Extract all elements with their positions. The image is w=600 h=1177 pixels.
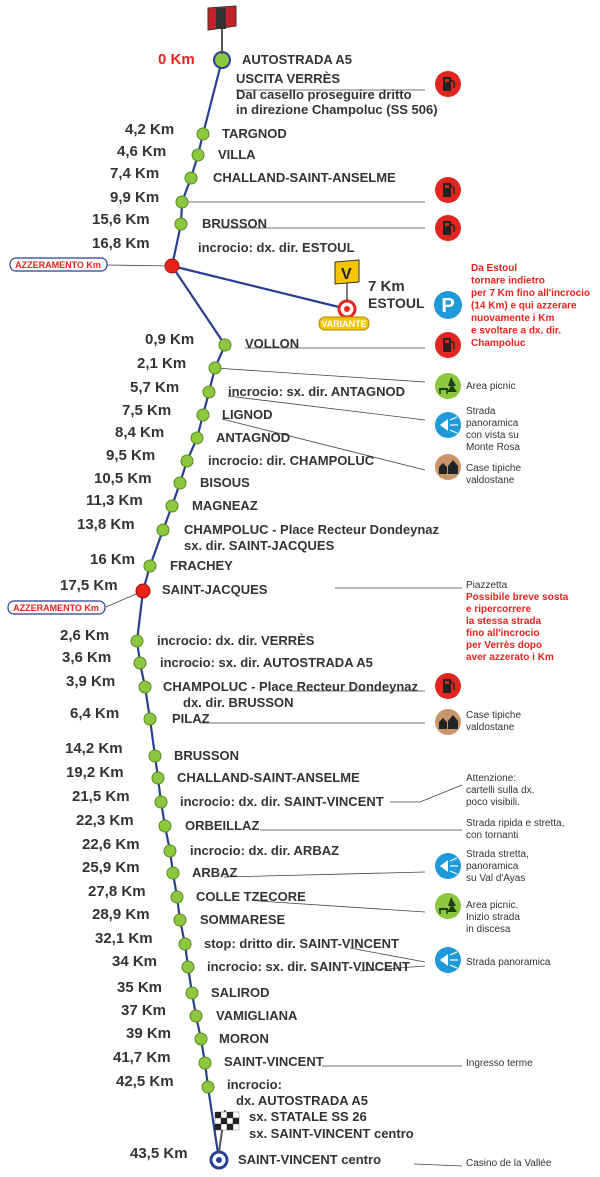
piazzetta-note: Possibile breve sosta — [466, 592, 569, 603]
finish-flag-icon — [215, 1124, 221, 1130]
side-note: cartelli sulla dx. — [466, 785, 535, 796]
finish-flag-icon — [227, 1112, 233, 1118]
km-label: 17,5 Km — [60, 577, 118, 594]
route-stop-marker — [144, 560, 156, 572]
side-note: Strada panoramica — [466, 957, 551, 968]
stop-label: stop: dritto dir. SAINT-VINCENT — [204, 936, 399, 951]
route-stop-marker — [134, 657, 146, 669]
panorama-eye-icon — [435, 853, 461, 879]
km-label: 11,3 Km — [86, 492, 143, 509]
km-label: 4,2 Km — [125, 121, 175, 138]
route-stop-marker — [209, 362, 221, 374]
km-label: 34 Km — [112, 953, 158, 970]
fuel-pump-icon — [435, 673, 461, 699]
variant-badge-label: VARIANTE — [321, 319, 367, 329]
km-label: 8,4 Km — [115, 424, 165, 441]
route-stop-marker — [191, 432, 203, 444]
km-label: 42,5 Km — [116, 1073, 174, 1090]
km-label: 16,8 Km — [92, 235, 150, 252]
stop-label: TARGNOD — [222, 126, 287, 141]
route-stop-marker — [185, 172, 197, 184]
stop-label: incrocio: dx. dir. VERRÈS — [157, 633, 315, 648]
stop-label: CHAMPOLUC - Place Recteur Dondeynaz — [163, 679, 418, 694]
stop-label: incrocio: dx. dir. SAINT-VINCENT — [180, 794, 384, 809]
stop-label: SALIROD — [211, 985, 270, 1000]
route-stop-marker — [195, 1033, 207, 1045]
route-stop-marker — [144, 713, 156, 725]
picnic-icon-table — [439, 908, 448, 910]
km-label: 3,9 Km — [66, 673, 116, 690]
stop-label: BRUSSON — [174, 748, 240, 763]
route-stop-marker — [197, 409, 209, 421]
route-stop-marker — [159, 820, 171, 832]
km-label: 25,9 Km — [82, 859, 140, 876]
km-label: 22,6 Km — [82, 836, 140, 853]
side-note: Casino de la Vallée — [466, 1158, 552, 1169]
leader-line — [420, 785, 462, 802]
km-label: 41,7 Km — [113, 1049, 171, 1066]
route-stop-marker — [155, 796, 167, 808]
km-label: 9,9 Km — [110, 189, 160, 206]
finish-flag-icon — [221, 1118, 227, 1124]
km-label: 6,4 Km — [70, 705, 120, 722]
route-stop-marker — [182, 961, 194, 973]
stop-label: CHAMPOLUC - Place Recteur Dondeynaz — [184, 522, 439, 537]
side-notes — [466, 263, 590, 1169]
side-note: poco visibili. — [466, 797, 520, 808]
finish-flag-icon — [233, 1118, 239, 1124]
stop-label: in direzione Champoluc (SS 506) — [236, 102, 438, 117]
stop-label: dx. dir. BRUSSON — [183, 695, 294, 710]
stop-label: ORBEILLAZ — [185, 818, 260, 833]
stop-label: FRACHEY — [170, 558, 233, 573]
route-stop-marker — [199, 1057, 211, 1069]
stop-label: SAINT-VINCENT centro — [238, 1152, 382, 1167]
km-label: 27,8 Km — [88, 883, 146, 900]
panorama-eye-icon — [435, 947, 461, 973]
km-label: 21,5 Km — [72, 788, 130, 805]
fuel-icon-window — [445, 223, 449, 226]
piazzetta-note: e ripercorrere — [466, 604, 532, 615]
km-label: 3,6 Km — [62, 649, 112, 666]
side-note: con tornanti — [466, 830, 519, 841]
stop-label: SAINT-JACQUES — [162, 582, 268, 597]
stop-label: VILLA — [218, 147, 256, 162]
route-stop-marker — [164, 845, 176, 857]
houses-icon — [435, 454, 461, 480]
stop-label: CHALLAND-SAINT-ANSELME — [177, 770, 360, 785]
route-stop-marker — [166, 500, 178, 512]
km-label: 28,9 Km — [92, 906, 150, 923]
side-note: Inizio strada — [466, 912, 520, 923]
estoul-note: tornare indietro — [471, 275, 545, 287]
side-note: Area picnic. — [466, 900, 519, 911]
picnic-table-icon — [435, 893, 461, 919]
piazzetta-note: la stessa strada — [466, 616, 542, 627]
picnic-table-icon — [435, 373, 461, 399]
estoul-note: (14 Km) e qui azzerare — [471, 300, 577, 312]
km-label: 19,2 Km — [66, 764, 124, 781]
finish-flag-icon — [233, 1124, 239, 1130]
stop-label: ESTOUL — [368, 295, 425, 311]
piazzetta-note: fino all'incrocio — [466, 628, 540, 639]
side-note: Area picnic — [466, 381, 516, 392]
estoul-note: per 7 Km fino all'incrocio — [471, 288, 591, 299]
stop-label: incrocio: sx. dir. SAINT-VINCENT — [207, 959, 410, 974]
reset-marker — [165, 259, 179, 273]
parking-icon — [434, 291, 462, 319]
route-stop-marker — [157, 524, 169, 536]
stop-label: VAMIGLIANA — [216, 1008, 298, 1023]
km-label: 9,5 Km — [106, 447, 156, 464]
finish-flag-icon — [233, 1112, 239, 1118]
reset-marker — [136, 584, 150, 598]
km-label: 2,1 Km — [137, 355, 187, 372]
km-label: 39 Km — [126, 1025, 172, 1042]
fuel-pump-icon — [435, 177, 461, 203]
route-stop-marker — [203, 386, 215, 398]
stop-label: LIGNOD — [222, 407, 273, 422]
km-label: 16 Km — [90, 551, 136, 568]
stop-label: incrocio: dx. dir. ARBAZ — [190, 843, 340, 858]
km-label: 14,2 Km — [65, 740, 123, 757]
km-label: 10,5 Km — [94, 470, 152, 487]
stop-label: ANTAGNOD — [216, 430, 291, 445]
stop-label: ARBAZ — [192, 865, 238, 880]
km-label: 7,5 Km — [122, 402, 172, 419]
fuel-icon-window — [445, 340, 449, 343]
finish-flag-icon — [215, 1112, 221, 1118]
reset-badge-label: AZZERAMENTO Km — [13, 603, 99, 613]
fuel-icon-window — [445, 79, 449, 82]
stop-label: VOLLON — [245, 336, 300, 351]
route-stop-marker — [190, 1010, 202, 1022]
stop-label: COLLE TZECORE — [196, 889, 306, 904]
fuel-icon-window — [445, 681, 449, 684]
side-note: con vista su — [466, 430, 519, 441]
stop-label: AUTOSTRADA A5 — [242, 52, 353, 67]
variant-marker-center — [344, 306, 350, 312]
km-label: 2,6 Km — [60, 627, 110, 644]
route-stop-marker — [179, 938, 191, 950]
route-stop-marker — [149, 750, 161, 762]
stop-label: MORON — [219, 1031, 269, 1046]
finish-flag-icon — [215, 1118, 221, 1124]
side-note: su Val d'Ayas — [466, 873, 526, 884]
reset-badge-lead — [107, 265, 172, 266]
estoul-branch-line — [172, 266, 347, 309]
route-stop-marker — [176, 196, 188, 208]
estoul-note: Da Estoul — [471, 263, 518, 274]
side-note: Case tipiche — [466, 463, 522, 474]
km-label: 37 Km — [121, 1002, 167, 1019]
stop-label: dx. AUTOSTRADA A5 — [236, 1093, 368, 1108]
stop-label: incrocio: sx. dir. ANTAGNOD — [228, 384, 405, 399]
km-label: 0,9 Km — [145, 331, 195, 348]
finish-flag-icon — [227, 1124, 233, 1130]
picnic-icon-table — [439, 388, 448, 390]
route-stop-marker — [202, 1081, 214, 1093]
variant-letter: V — [341, 266, 352, 283]
km-label: 22,3 Km — [76, 812, 134, 829]
stop-label: incrocio: sx. dir. AUTOSTRADA A5 — [160, 655, 373, 670]
side-note: Attenzione: — [466, 773, 517, 784]
route-stop-marker — [167, 867, 179, 879]
reset-badge-label: AZZERAMENTO Km — [15, 260, 101, 270]
side-note: valdostane — [466, 475, 515, 486]
km-label: 4,6 Km — [117, 143, 167, 160]
km-label: 7 Km — [368, 278, 405, 295]
side-note: Strada stretta, — [466, 849, 529, 860]
finish-flag-icon — [227, 1118, 233, 1124]
leader-line — [224, 872, 425, 877]
finish-flag-icon — [221, 1112, 227, 1118]
stop-label: MAGNEAZ — [192, 498, 258, 513]
end-marker-center — [216, 1157, 222, 1163]
route-stop-marker — [174, 914, 186, 926]
side-note: Ingresso terme — [466, 1058, 533, 1069]
stop-label: BRUSSON — [202, 216, 268, 231]
route-stop-marker — [152, 772, 164, 784]
stop-label: Dal casello proseguire dritto — [236, 87, 412, 102]
route-stop-marker — [131, 635, 143, 647]
route-stop-marker — [186, 987, 198, 999]
fuel-pump-icon — [435, 332, 461, 358]
stop-label: SOMMARESE — [200, 912, 286, 927]
km-label: 5,7 Km — [130, 379, 180, 396]
stop-label: sx. dir. SAINT-JACQUES — [184, 538, 335, 553]
leader-line — [414, 1164, 462, 1166]
finish-flag-icon — [221, 1124, 227, 1130]
km-label: 0 Km — [158, 51, 195, 68]
km-label: 15,6 Km — [92, 211, 150, 228]
stop-label: PILAZ — [172, 711, 210, 726]
parking-letter: P — [441, 295, 455, 317]
side-note: panoramica — [466, 418, 519, 429]
km-label: 7,4 Km — [110, 165, 160, 182]
km-label: 13,8 Km — [77, 516, 135, 533]
km-label: 43,5 Km — [130, 1145, 188, 1162]
side-note: valdostane — [466, 722, 515, 733]
estoul-note: e svoltare a dx. dir. — [471, 325, 562, 337]
stop-label: incrocio: dx. dir. ESTOUL — [198, 240, 355, 255]
stop-label: SAINT-VINCENT — [224, 1054, 324, 1069]
km-label: 32,1 Km — [95, 930, 153, 947]
route-stop-marker — [139, 681, 151, 693]
side-note: Strada ripida e stretta, — [466, 818, 565, 829]
start-marker — [214, 52, 230, 68]
route-stop-marker — [174, 477, 186, 489]
start-flag-stripe — [216, 8, 226, 29]
estoul-note: Champoluc — [471, 338, 526, 349]
stop-label: incrocio: dir. CHAMPOLUC — [208, 453, 375, 468]
fuel-pump-icon — [435, 215, 461, 241]
side-note: in discesa — [466, 924, 511, 935]
stop-label: USCITA VERRÈS — [236, 71, 341, 86]
route-labels — [8, 51, 439, 1167]
km-label: 35 Km — [117, 979, 163, 996]
leader-line — [215, 368, 425, 382]
route-stop-marker — [219, 339, 231, 351]
route-stop-marker — [181, 455, 193, 467]
piazzetta-note: aver azzerato i Km — [466, 652, 554, 663]
side-note: panoramica — [466, 861, 519, 872]
estoul-note: nuovamente i Km — [471, 313, 555, 324]
fuel-icon-window — [445, 185, 449, 188]
stop-label: sx. STATALE SS 26 — [249, 1109, 367, 1124]
houses-icon — [435, 709, 461, 735]
side-note: Strada — [466, 406, 496, 417]
route-stop-marker — [175, 218, 187, 230]
route-stop-marker — [171, 891, 183, 903]
panorama-eye-icon — [435, 412, 461, 438]
piazzetta-title: Piazzetta — [466, 580, 508, 591]
stop-label: BISOUS — [200, 475, 250, 490]
stop-label: CHALLAND-SAINT-ANSELME — [213, 170, 396, 185]
piazzetta-note: per Verrès dopo — [466, 640, 543, 651]
stop-label: incrocio: — [227, 1077, 282, 1092]
fuel-pump-icon — [435, 71, 461, 97]
side-note: Case tipiche — [466, 710, 522, 721]
side-note: Monte Rosa — [466, 442, 520, 453]
route-stop-marker — [197, 128, 209, 140]
route-stop-marker — [192, 149, 204, 161]
stop-label: sx. SAINT-VINCENT centro — [249, 1126, 414, 1141]
